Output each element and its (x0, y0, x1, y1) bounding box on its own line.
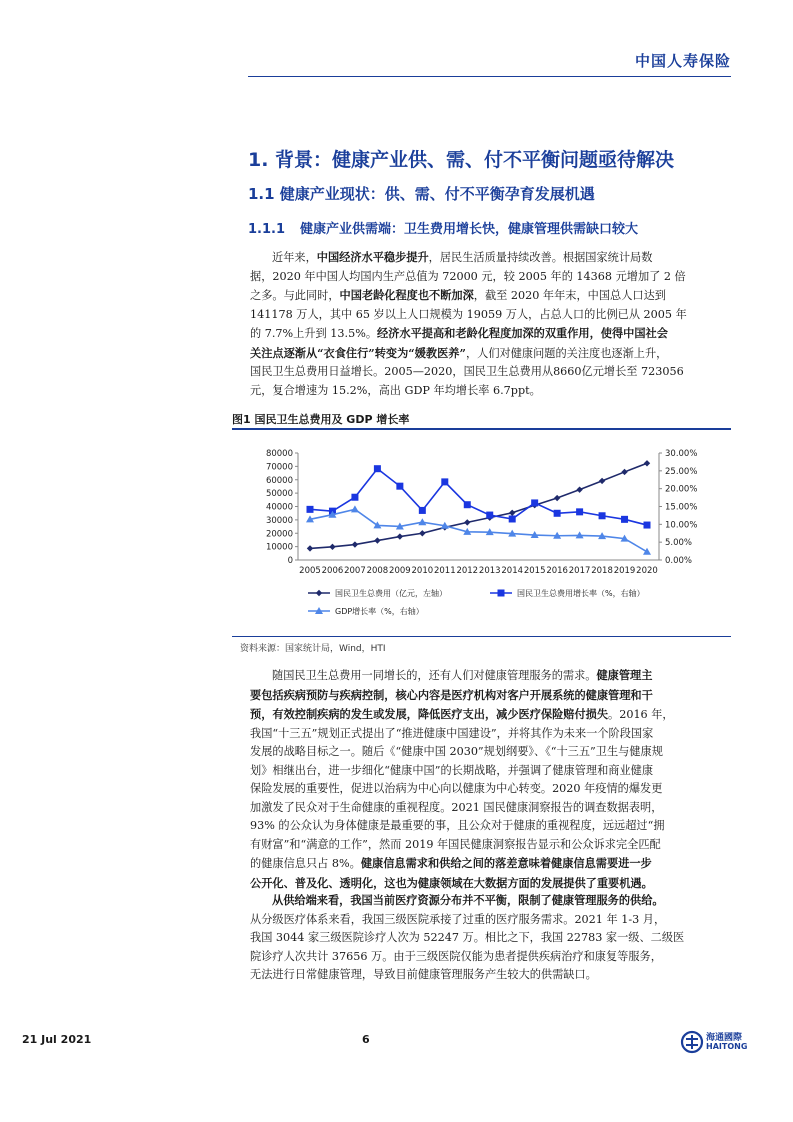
data-point (307, 506, 314, 513)
text: 近年来， (272, 251, 317, 264)
text-line (250, 324, 744, 344)
text-line (250, 929, 744, 948)
x-tick-label: 2011 (433, 566, 456, 576)
x-tick-label: 2006 (321, 566, 344, 576)
legend-label: 国民卫生总费用增长率（%，右轴） (517, 589, 645, 598)
text-line (250, 268, 744, 287)
text-line (250, 817, 744, 836)
data-point (621, 516, 628, 523)
text: 141178 万人，其中 65 岁以上人口规模为 19059 万人，占总人口的比例已从 2005 年 (250, 307, 687, 321)
text: 我国“十三五”规划正式提出了“推进健康中国建设”，并将其作为未来一个阶段国家 (250, 726, 654, 740)
text-line (250, 966, 744, 985)
x-tick-label: 2007 (344, 566, 366, 576)
data-point (576, 486, 582, 492)
text: 加激发了民众对于生命健康的重视程度。2021 国民健康洞察报告的调查数据表明， (250, 800, 663, 814)
right-tick-label: 10.00% (665, 520, 698, 531)
data-point (397, 533, 403, 539)
left-tick-label: 60000 (265, 475, 293, 486)
data-point (486, 512, 493, 519)
data-point (643, 548, 651, 555)
x-tick-label: 2012 (456, 566, 479, 576)
data-point (329, 544, 335, 550)
text: ，居民生活质量持续改善。根据国家统计局数 (428, 251, 653, 264)
x-tick-label: 2019 (613, 566, 636, 576)
data-point (509, 515, 516, 522)
text-line (250, 836, 744, 855)
data-point (621, 469, 627, 475)
data-point (509, 510, 515, 516)
x-tick-label: 2017 (568, 566, 591, 576)
logo-text-en: HAITONG (706, 1042, 748, 1051)
data-point (307, 545, 313, 551)
text-line (250, 911, 744, 930)
figure-bottom-rule (232, 636, 731, 637)
data-point (498, 590, 505, 597)
text: 的 7.7%上升到 13.5%。 (250, 327, 378, 340)
x-tick-label: 2008 (366, 566, 389, 576)
left-tick-label: 40000 (265, 502, 293, 513)
text: 发展的战略目标之一。随后《“健康中国 2030”规划纲要》、《“十三五”卫生与健康规 (250, 745, 663, 758)
bold-text: 中国老龄化程度也不断加深 (339, 288, 474, 302)
left-tick-label: 70000 (265, 462, 293, 473)
subsubsection-heading (248, 218, 638, 237)
header-rule (248, 76, 731, 77)
text-line (250, 363, 744, 382)
data-point (599, 512, 606, 519)
text: 无法进行日常健康管理，导致目前健康管理服务产生较大的供需缺口。 (250, 968, 597, 981)
data-point (531, 499, 538, 506)
bold-text: 健康信息需求和供给之间的落差意味着健康信息需要进一步 (360, 856, 652, 870)
data-point (396, 483, 403, 490)
x-tick-label: 2009 (389, 566, 411, 576)
left-tick-label: 0 (287, 556, 293, 566)
legend-label: GDP增长率（%，右轴） (335, 607, 424, 616)
text-line (250, 248, 744, 268)
text: 国民卫生总费用日益增长。2005—2020，国民卫生总费用从8660亿元增长至 723056 (250, 365, 684, 378)
subsection-heading: 1.1 健康产业现状：供、需、付不平衡孕育发展机遇 (248, 185, 595, 203)
bold-text: 关注点逐渐从“衣食住行”转变为“媛教医养” (250, 345, 466, 360)
figure-title: 图1 国民卫生总费用及 GDP 增长率 (232, 413, 410, 426)
logo-text-cn: 海通國際 (706, 1033, 743, 1043)
text: 从分级医疗体系来看，我国三级医院承接了过重的医疗服务需求。2021 年 1-3 月， (250, 912, 666, 926)
text: 院诊疗人次共计 37656 万。由于三级医院仅能为患者提供疾病治疗和康复等服务， (250, 949, 662, 963)
text-line (250, 286, 744, 306)
data-point (464, 501, 471, 508)
bold-text: 公开化、普及化、透明化，这也为健康领域在大数据方面的发展提供了重要机遇。 (250, 875, 653, 890)
text: 元，复合增速为 15.2%，高出 GDP 年均增长率 6.7ppt。 (250, 383, 541, 397)
text: 。2016 年， (608, 708, 674, 721)
x-tick-label: 2020 (636, 566, 658, 576)
bold-text: 健康管理主 (596, 668, 653, 682)
text-line (250, 306, 744, 325)
left-tick-label: 10000 (265, 542, 293, 553)
data-point (418, 518, 426, 525)
text-line (250, 780, 744, 799)
text: 93% 的公众认为身体健康是最重要的事，且公众对于健康的重视程度，远远超过“拥 (250, 819, 665, 832)
chart (232, 440, 731, 634)
paragraph-1 (250, 248, 744, 400)
right-tick-label: 20.00% (665, 484, 698, 495)
data-point (419, 530, 425, 536)
paragraph-3 (250, 891, 744, 985)
text-line (250, 344, 744, 364)
bold-text: 经济水平提高和老龄化程度加深的双重作用，使得中国社会 (377, 326, 668, 340)
text-line (250, 705, 744, 725)
paragraph-2 (250, 666, 744, 893)
data-point (352, 541, 358, 547)
text: ，截至 2020 年年末，中国总人口达到 (473, 289, 666, 302)
figure-title-rule (232, 428, 731, 430)
text: 划》相继出台，进一步细化“健康中国”的长期战略，并强调了健康管理和商业健康 (250, 763, 654, 777)
subsubsection-number: 1.1.1 (248, 222, 286, 237)
data-point (599, 478, 605, 484)
text-line (250, 382, 744, 401)
data-point (351, 494, 358, 501)
text-line (250, 799, 744, 818)
data-point (554, 510, 561, 517)
right-tick-label: 15.00% (665, 502, 698, 513)
text-line (250, 725, 744, 744)
x-tick-label: 2013 (478, 566, 501, 576)
right-tick-label: 5.00% (665, 538, 693, 549)
series-line (310, 509, 647, 551)
data-point (644, 460, 650, 466)
text-line (250, 743, 744, 762)
x-tick-label: 2010 (411, 566, 434, 576)
footer-date: 21 Jul 2021 (22, 1033, 92, 1046)
series-line (310, 469, 647, 525)
subsubsection-title: 健康产业供需端：卫生费用增长快，健康管理供需缺口较大 (300, 222, 639, 237)
text-line (250, 666, 744, 686)
legend-label: 国民卫生总费用（亿元，左轴） (335, 589, 447, 598)
data-point (351, 505, 359, 512)
bold-text: 中国经济水平稳步提升 (316, 250, 429, 264)
right-tick-label: 25.00% (665, 466, 698, 477)
bold-text: 从供给端来看，我国当前医疗资源分布并不平衡，限制了健康管理服务的供给。 (272, 893, 664, 907)
text: 随国民卫生总费用一同增长的，还有人们对健康管理服务的需求。 (272, 669, 597, 682)
left-tick-label: 30000 (265, 515, 293, 526)
left-tick-label: 80000 (265, 449, 293, 459)
haitong-logo-icon (680, 1030, 704, 1054)
text-line (250, 762, 744, 781)
data-point (576, 508, 583, 515)
text-line (250, 891, 744, 911)
data-point (554, 495, 560, 501)
text: 我国 3044 家三级医院诊疗人次为 52247 万。相比之下，我国 22783 家一级、二级医 (250, 931, 685, 944)
haitong-logo (680, 1028, 750, 1056)
text: 保险发展的重要性，促进以治病为中心向以健康为中心转变。2020 年疫情的爆发更 (250, 782, 663, 795)
right-tick-label: 30.00% (665, 449, 698, 459)
text: ，人们对健康问题的关注度也逐渐上升， (465, 346, 668, 360)
x-tick-label: 2016 (546, 566, 568, 576)
x-tick-label: 2015 (523, 566, 546, 576)
text: 有财富”和“满意的工作”，然而 2019 年国民健康洞察报告显示和公众诉求完全匹配 (250, 837, 661, 851)
text-line (250, 948, 744, 967)
page-number: 6 (362, 1033, 370, 1046)
x-tick-label: 2005 (299, 566, 321, 576)
right-tick-label: 0.00% (665, 556, 693, 566)
section-heading: 1. 背景：健康产业供、需、付不平衡问题亟待解决 (248, 149, 675, 171)
figure-source: 资料来源：国家统计局，Wind，HTI (240, 644, 386, 654)
x-tick-label: 2018 (591, 566, 613, 576)
data-point (374, 465, 381, 472)
data-point (644, 522, 651, 529)
text: 的健康信息只占 8%。 (250, 857, 361, 870)
data-point (316, 590, 322, 596)
data-point (464, 519, 470, 525)
bold-text: 预，有效控制疾病的发生或发展，降低医疗支出，减少医疗保险赔付损失 (250, 707, 609, 721)
data-point (419, 507, 426, 514)
data-point (374, 537, 380, 543)
data-point (441, 478, 448, 485)
left-tick-label: 20000 (265, 529, 293, 540)
brand-name: 中国人寿保险 (634, 52, 731, 70)
left-tick-label: 50000 (265, 489, 293, 500)
text-line (250, 686, 744, 706)
text: 据，2020 年中国人均国内生产总值为 72000 元，较 2005 年的 14368 元增加了 2 倍 (250, 269, 686, 283)
x-tick-label: 2014 (501, 566, 524, 576)
bold-text: 要包括疾病预防与疾病控制，核心内容是医疗机构对客户开展系统的健康管理和干 (250, 687, 653, 702)
text-line (250, 854, 744, 874)
text: 之多。与此同时， (250, 289, 340, 302)
